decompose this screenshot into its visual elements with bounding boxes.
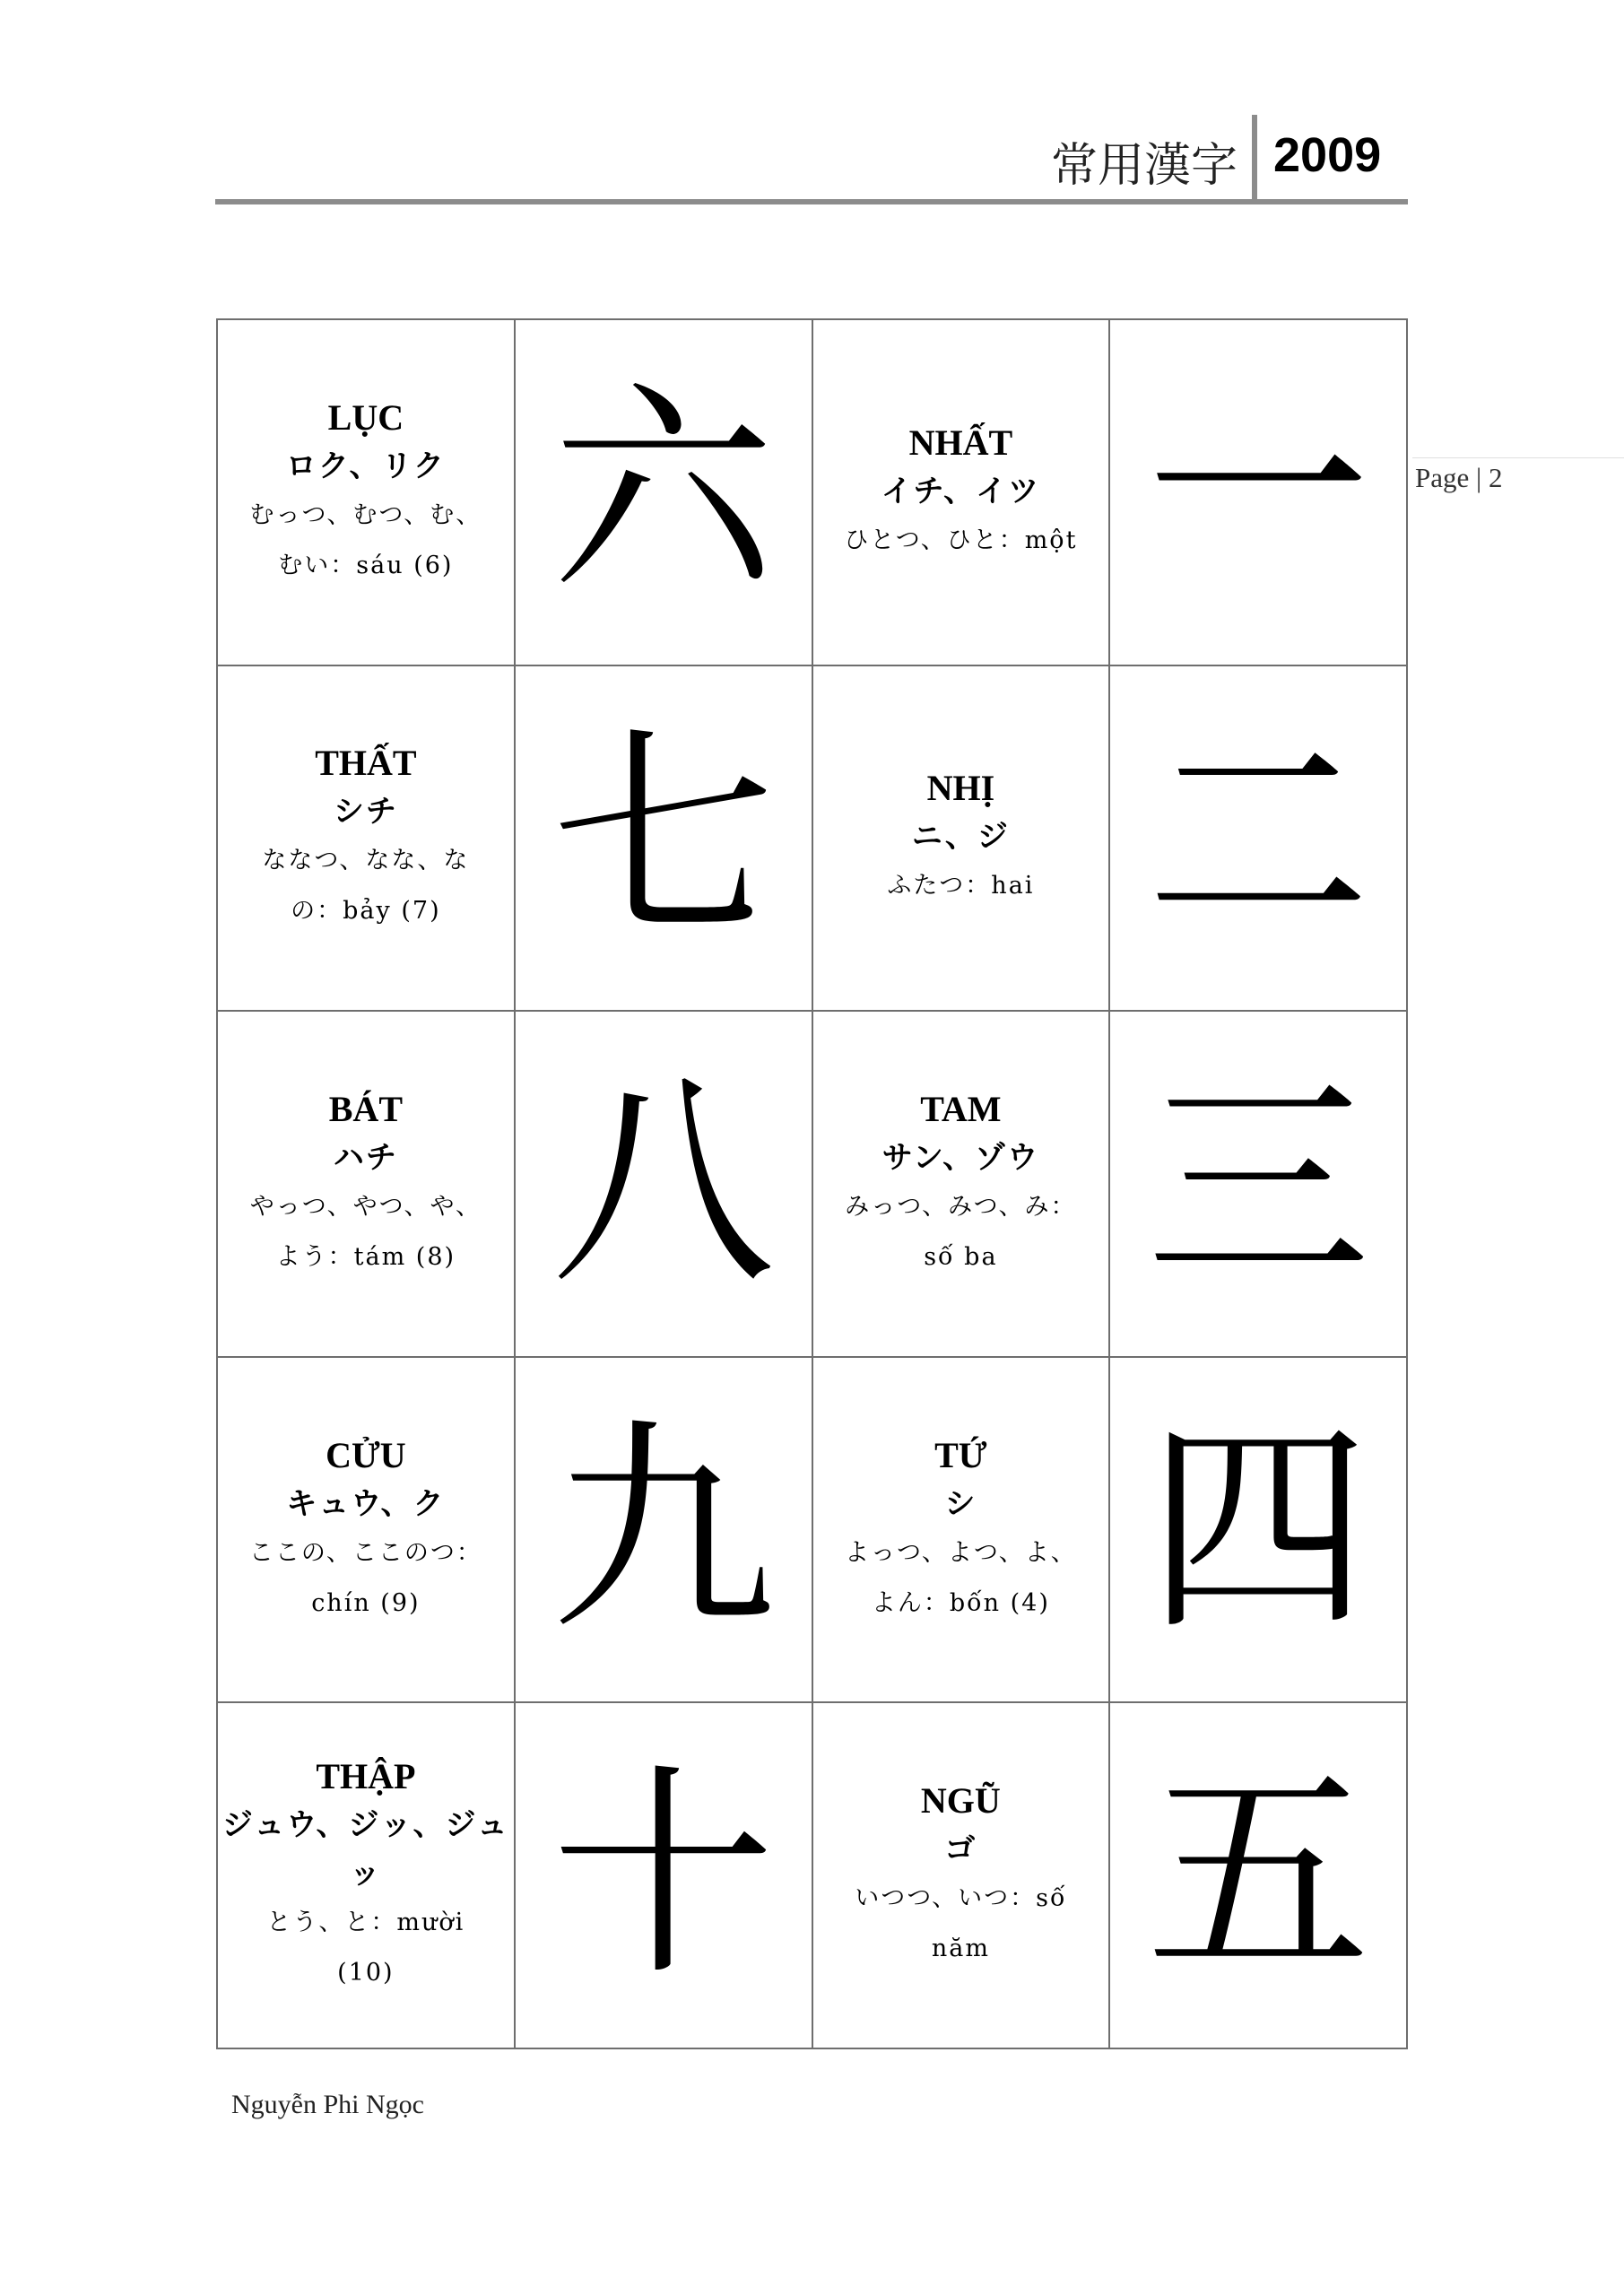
hanviet-reading: BÁT — [328, 1088, 403, 1129]
kanji-character: 一 — [1146, 361, 1371, 622]
reading-cell — [217, 1011, 515, 1357]
reading-cell — [217, 319, 515, 665]
kunyomi-meaning: ななつ、なな、なの：bảy (7) — [262, 847, 470, 926]
kunyomi-meaning: やっつ、やつ、や、よう：tám (8) — [249, 1192, 482, 1271]
reading-cell — [217, 1357, 515, 1703]
kanji-cell — [1109, 319, 1407, 665]
kunyomi-meaning: ひとつ、ひと：một — [844, 526, 1078, 554]
kanji-cell — [1109, 1702, 1407, 2048]
reading-cell — [812, 1011, 1110, 1357]
kanji-character: 四 — [1146, 1398, 1371, 1660]
onyomi-reading: ニ、ジ — [911, 819, 1010, 856]
header-separator — [1252, 115, 1257, 201]
kanji-character: 二 — [1146, 707, 1371, 969]
kanji-cell — [515, 665, 812, 1012]
kanji-cell — [515, 1702, 812, 2048]
kunyomi-meaning: みっつ、みつ、み：số ba — [845, 1192, 1077, 1271]
kunyomi-meaning: とう、と：mười (10) — [266, 1909, 465, 1987]
table-row — [217, 1011, 1407, 1357]
kanji-cell — [515, 319, 812, 665]
hanviet-reading: THẬP — [316, 1756, 416, 1797]
kanji-character: 六 — [551, 361, 776, 622]
onyomi-reading: ゴ — [944, 1831, 977, 1868]
kanji-cell — [1109, 1357, 1407, 1703]
kanji-table — [216, 318, 1408, 2049]
kunyomi-meaning: むっつ、むつ、む、むい：sáu (6) — [249, 500, 482, 579]
kunyomi-meaning: いつつ、いつ：số năm — [855, 1884, 1067, 1963]
page-number-rule — [1412, 457, 1624, 458]
reading-cell — [812, 319, 1110, 665]
onyomi-reading: ロク、リク — [285, 448, 446, 484]
reading-cell — [812, 665, 1110, 1012]
kanji-character: 五 — [1146, 1744, 1371, 2006]
kanji-character: 七 — [551, 707, 776, 969]
kanji-character: 九 — [551, 1398, 776, 1660]
table-row — [217, 665, 1407, 1012]
hanviet-reading: NHỊ — [926, 768, 995, 809]
reading-cell — [812, 1357, 1110, 1703]
hanviet-reading: THẤT — [315, 743, 417, 784]
kunyomi-meaning: ふたつ：hai — [887, 872, 1035, 900]
kanji-character: 十 — [551, 1744, 776, 2006]
header-title: 常用漢字 — [1050, 139, 1238, 193]
header-year: 2009 — [1273, 128, 1382, 182]
hanviet-reading: TAM — [920, 1088, 1002, 1129]
reading-cell — [812, 1702, 1110, 2048]
hanviet-reading: LỤC — [327, 396, 404, 438]
kanji-cell — [515, 1357, 812, 1703]
hanviet-reading: CỬU — [326, 1434, 406, 1475]
header-rule — [215, 199, 1408, 204]
reading-cell — [217, 1702, 515, 2048]
onyomi-reading: サン、ゾウ — [881, 1139, 1040, 1176]
hanviet-reading: NHẤT — [908, 422, 1013, 463]
hanviet-reading: NGŨ — [920, 1780, 1001, 1822]
kanji-character: 八 — [551, 1052, 776, 1314]
kunyomi-meaning: ここの、ここのつ：chín (9) — [248, 1538, 482, 1617]
table-row — [217, 1357, 1407, 1703]
reading-cell — [217, 665, 515, 1012]
hanviet-reading: TỨ — [934, 1434, 987, 1475]
onyomi-reading: ジュウ、ジッ、ジュッ — [221, 1807, 509, 1892]
kunyomi-meaning: よっつ、よつ、よ、よん：bốn (4) — [844, 1538, 1077, 1617]
page-number: Page | 2 — [1415, 462, 1503, 493]
kanji-character: 三 — [1146, 1052, 1371, 1314]
onyomi-reading: シチ — [333, 794, 398, 831]
onyomi-reading: キュウ、ク — [286, 1485, 446, 1522]
kanji-cell — [1109, 1011, 1407, 1357]
table-row — [217, 1702, 1407, 2048]
onyomi-reading: ハチ — [333, 1139, 398, 1176]
page-header — [215, 108, 1408, 204]
author-footer: Nguyễn Phi Ngọc — [231, 2090, 424, 2119]
onyomi-reading: イチ、イツ — [881, 473, 1041, 509]
onyomi-reading: シ — [944, 1485, 977, 1522]
kanji-cell — [1109, 665, 1407, 1012]
kanji-cell — [515, 1011, 812, 1357]
table-row — [217, 319, 1407, 665]
